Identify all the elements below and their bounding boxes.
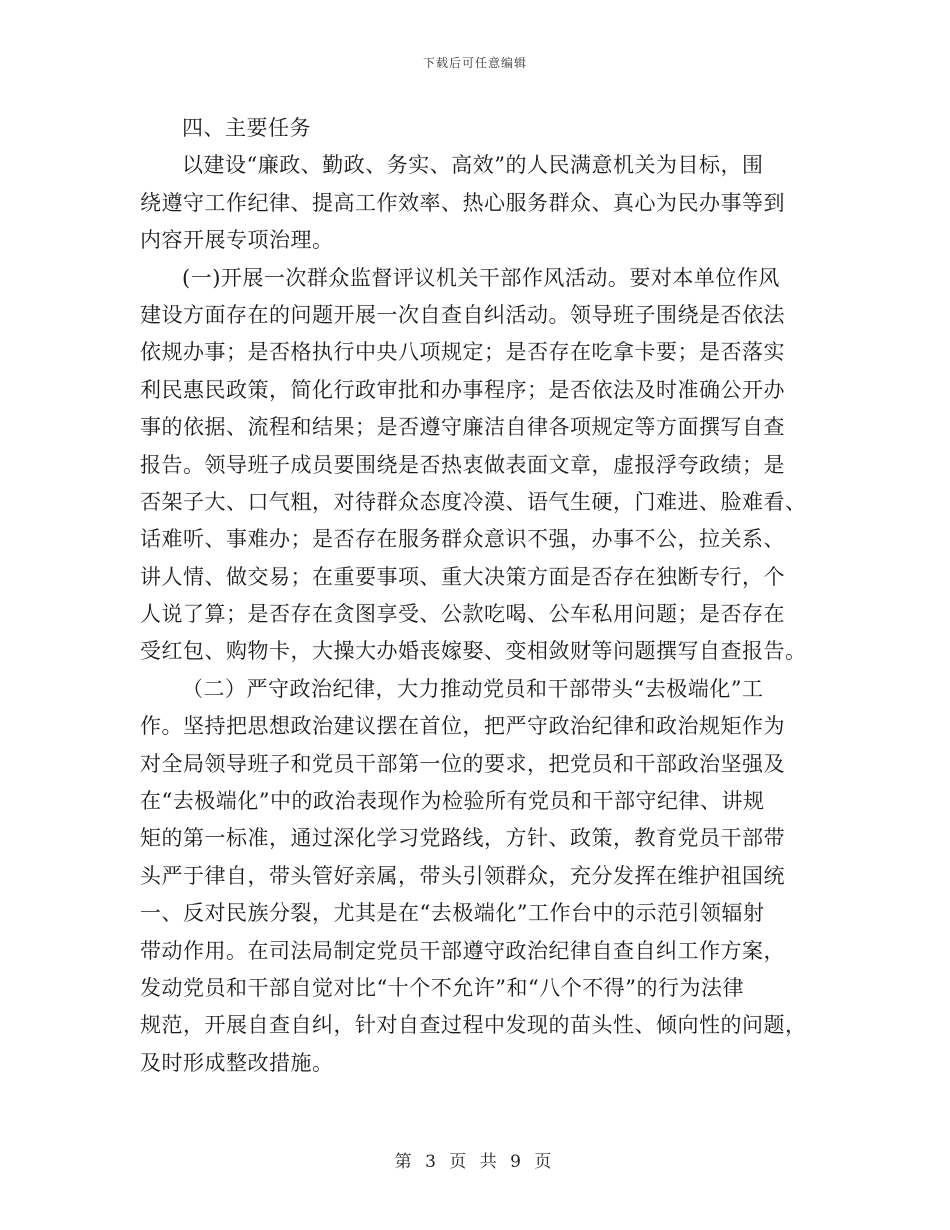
paragraph-line: 在“去极端化”中的政治表现作为检验所有党员和干部守纪律、讲规 [140,789,765,814]
paragraph-line: 事的依据、流程和结果；是否遵守廉洁自律各项规定等方面撰写自查 [140,415,785,440]
paragraph-line: 带动作用。在司法局制定党员干部遵守政治纪律自查自纠工作方案， [140,938,785,963]
paragraph-line: 作。坚持把思想政治建议摆在首位，把严守政治纪律和政治规矩作为 [140,714,785,739]
paragraph-line: 绕遵守工作纪律、提高工作效率、热心服务群众、真心为民办事等到 [140,190,785,215]
paragraph-line: 建设方面存在的问题开展一次自查自纠活动。领导班子围绕是否依法 [140,302,785,327]
paragraph-line: 内容开展专项治理。 [140,228,334,253]
document-body [140,110,815,1082]
paragraph-line: 以建设“廉政、勤政、务实、高效”的人民满意机关为目标，围 [182,153,764,178]
header-note: 下载后可任意编辑 [422,56,527,70]
paragraph-line: 发动党员和干部自觉对比“十个不允许”和“八个不得”的行为法律 [140,975,744,1000]
paragraph-line: 依规办事；是否格执行中央八项规定；是否存在吃拿卡要；是否落实 [140,340,785,365]
paragraph-line: （二）严守政治纪律，大力推动党员和干部带头“去极端化”工 [182,676,764,701]
section-1-paragraph [140,260,815,671]
paragraph-line: 一、反对民族分裂，尤其是在“去极端化”工作台中的示范引领辐射 [140,901,765,926]
section-2-paragraph [140,671,815,1082]
paragraph-line: 及时形成整改措施。 [140,1050,334,1075]
paragraph-line: 讲人情、做交易；在重要事项、重大决策方面是否存在独断专行，个 [140,564,785,589]
section-heading: 四、主要任务 [182,116,311,140]
paragraph-line: 受红包、购物卡，大操大办婚丧嫁娶、变相敛财等问题撰写自查报告。 [140,639,807,664]
paragraph-line: 报告。领导班子成员要围绕是否热衷做表面文章，虚报浮夸政绩；是 [140,452,785,477]
paragraph-line: 话难听、事难办；是否存在服务群众意识不强，办事不公，拉关系、 [140,527,785,552]
intro-paragraph [140,147,815,259]
paragraph-line: (一)开展一次群众监督评议机关干部作风活动。要对本单位作风 [182,265,780,290]
paragraph-line: 人说了算；是否存在贪图享受、公款吃喝、公车私用问题；是否存在 [140,602,785,627]
page-number-footer: 第 3 页 共 9 页 [394,1152,556,1172]
paragraph-line: 规范，开展自查自纠，针对自查过程中发现的苗头性、倾向性的问题， [140,1013,807,1038]
paragraph-line: 否架子大、口气粗，对待群众态度冷漠、语气生硬，门难进、脸难看、 [140,489,807,514]
paragraph-line: 对全局领导班子和党员干部第一位的要求，把党员和干部政治坚强及 [140,751,785,776]
paragraph-line: 利民惠民政策，简化行政审批和办事程序；是否依法及时准确公开办 [140,377,785,402]
paragraph-line: 矩的第一标准，通过深化学习党路线，方针、政策，教育党员干部带 [140,826,785,851]
paragraph-line: 头严于律自，带头管好亲属，带头引领群众，充分发挥在维护祖国统 [140,863,785,888]
